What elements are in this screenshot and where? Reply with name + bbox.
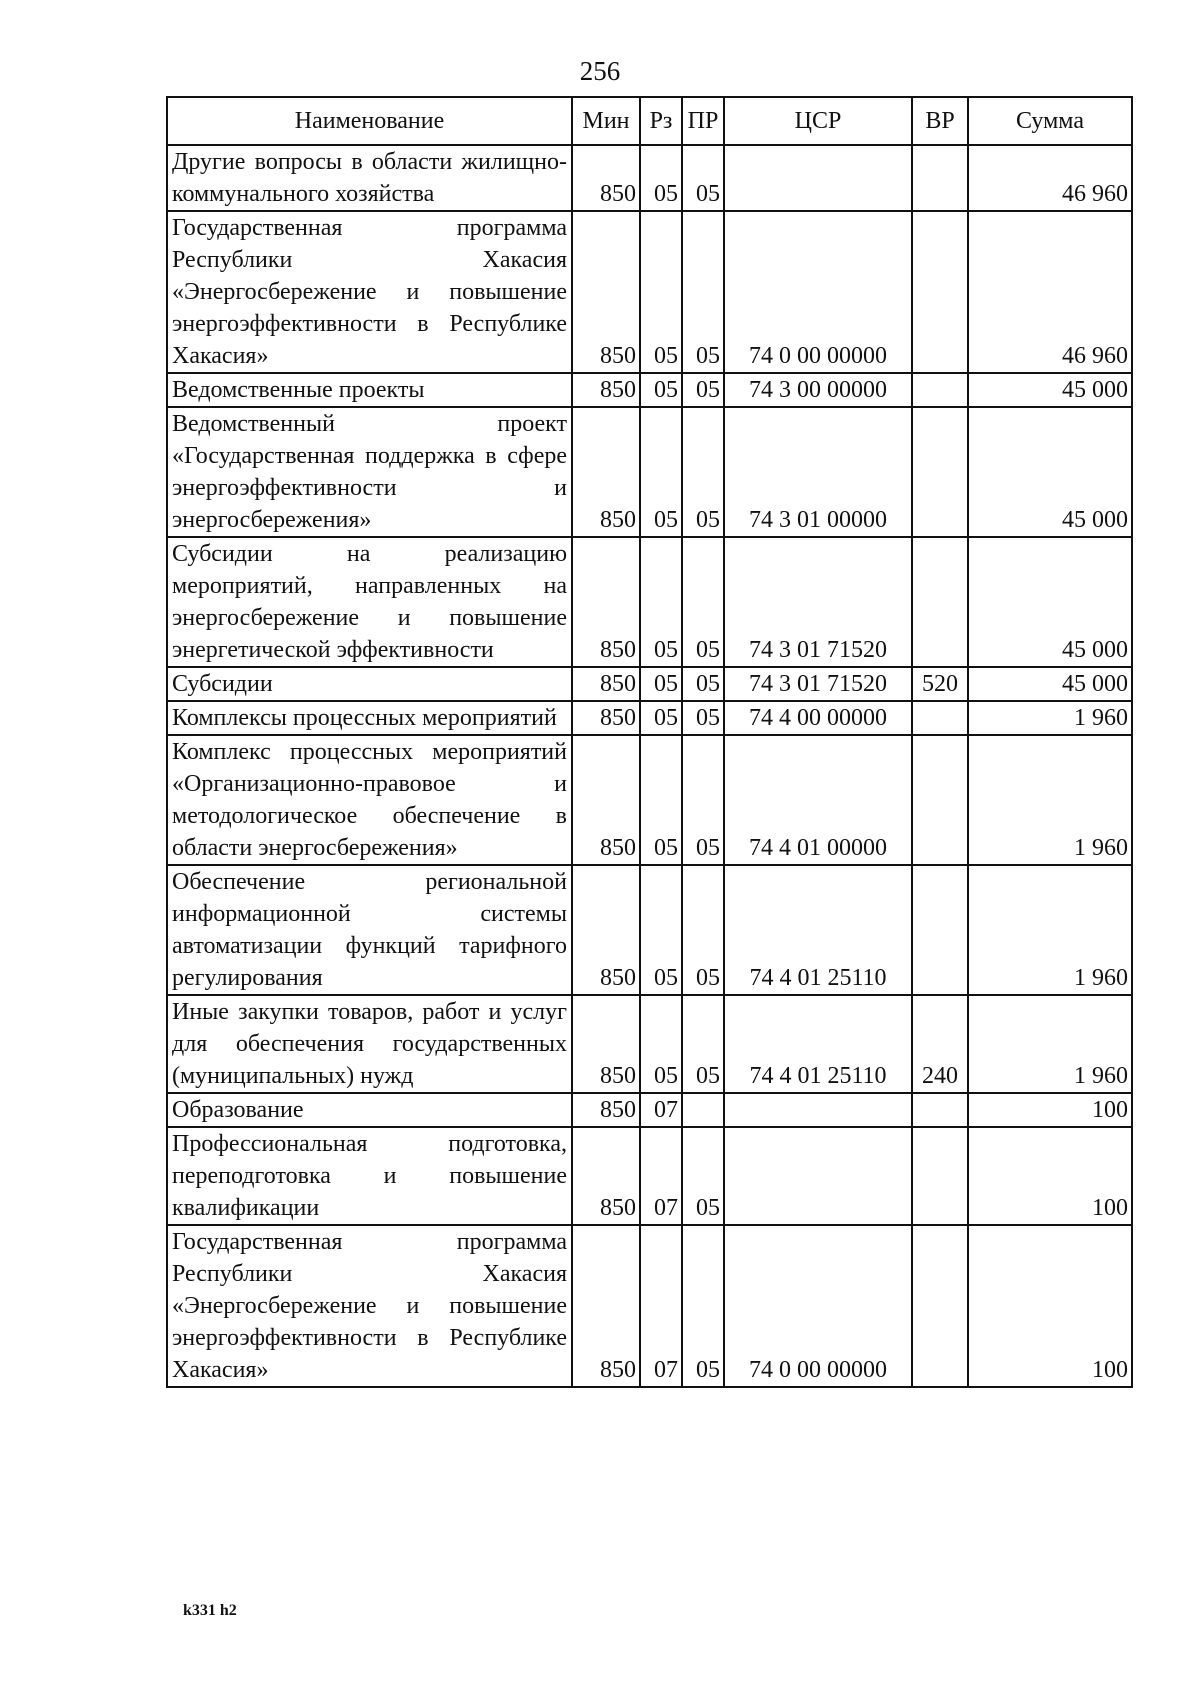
- table-row: [167, 1225, 1132, 1387]
- row-rz: 05: [640, 537, 682, 667]
- table-row: [167, 407, 1132, 537]
- row-min: 850: [572, 865, 640, 995]
- column-header-csr: ЦСР: [724, 97, 912, 145]
- column-header-pr: ПР: [682, 97, 724, 145]
- row-name: Обеспечение региональной информационной системы автоматизации функций тарифного регулирования: [167, 865, 572, 995]
- row-sum: 46 960: [968, 211, 1132, 373]
- row-rz: 05: [640, 701, 682, 735]
- table-row: [167, 211, 1132, 373]
- row-pr: 05: [682, 373, 724, 407]
- table-row: [167, 145, 1132, 211]
- table-row: [167, 1127, 1132, 1225]
- row-sum: 100: [968, 1093, 1132, 1127]
- row-name: Иные закупки товаров, работ и услуг для обеспечения государственных (муниципальных) нужд: [167, 995, 572, 1093]
- row-name: Субсидии на реализацию мероприятий, направленных на энергосбережение и повышение энергетической эффективности: [167, 537, 572, 667]
- row-vr: [912, 211, 968, 373]
- row-min: 850: [572, 1225, 640, 1387]
- row-sum: 100: [968, 1225, 1132, 1387]
- row-pr: [682, 1093, 724, 1127]
- row-vr: [912, 1225, 968, 1387]
- page-number: 256: [579, 56, 621, 86]
- row-name: Государственная программа Республики Хакасия «Энергосбережение и повышение энергоэффективности в Республике Хакасия»: [167, 211, 572, 373]
- row-pr: 05: [682, 537, 724, 667]
- table-row: [167, 701, 1132, 735]
- row-sum: 45 000: [968, 373, 1132, 407]
- row-min: 850: [572, 537, 640, 667]
- row-rz: 05: [640, 735, 682, 865]
- row-rz: 05: [640, 667, 682, 701]
- row-sum: 45 000: [968, 667, 1132, 701]
- row-pr: 05: [682, 667, 724, 701]
- row-vr: [912, 865, 968, 995]
- row-csr: [724, 1127, 912, 1225]
- table-header-row: [167, 97, 1132, 145]
- row-name: Государственная программа Республики Хакасия «Энергосбережение и повышение энергоэффективности в Республике Хакасия»: [167, 1225, 572, 1387]
- row-vr: [912, 407, 968, 537]
- row-name: Субсидии: [167, 667, 572, 701]
- row-name: Другие вопросы в области жилищно-коммунального хозяйства: [167, 145, 572, 211]
- row-sum: 45 000: [968, 407, 1132, 537]
- row-csr: 74 4 00 00000: [724, 701, 912, 735]
- row-rz: 05: [640, 145, 682, 211]
- row-csr: [724, 1093, 912, 1127]
- row-sum: 46 960: [968, 145, 1132, 211]
- row-sum: 45 000: [968, 537, 1132, 667]
- row-rz: 07: [640, 1225, 682, 1387]
- row-csr: 74 3 01 71520: [724, 537, 912, 667]
- row-vr: 240: [912, 995, 968, 1093]
- row-name: Ведомственный проект «Государственная поддержка в сфере энергоэффективности и энергосбережения»: [167, 407, 572, 537]
- row-sum: 1 960: [968, 735, 1132, 865]
- row-name: Комплексы процессных мероприятий: [167, 701, 572, 735]
- row-min: 850: [572, 373, 640, 407]
- row-rz: 05: [640, 995, 682, 1093]
- row-pr: 05: [682, 145, 724, 211]
- row-pr: 05: [682, 701, 724, 735]
- row-pr: 05: [682, 211, 724, 373]
- row-name: Комплекс процессных мероприятий «Организационно-правовое и методологическое обеспечение в области энергосбережения»: [167, 735, 572, 865]
- table-row: [167, 865, 1132, 995]
- table-row: [167, 537, 1132, 667]
- row-vr: 520: [912, 667, 968, 701]
- row-csr: 74 4 01 25110: [724, 865, 912, 995]
- row-csr: 74 3 01 00000: [724, 407, 912, 537]
- row-min: 850: [572, 407, 640, 537]
- row-name: Ведомственные проекты: [167, 373, 572, 407]
- row-csr: [724, 145, 912, 211]
- row-rz: 07: [640, 1093, 682, 1127]
- row-sum: 100: [968, 1127, 1132, 1225]
- row-vr: [912, 1093, 968, 1127]
- document-code: k331 h2: [183, 1602, 237, 1619]
- table-row: [167, 667, 1132, 701]
- row-name: Образование: [167, 1093, 572, 1127]
- row-pr: 05: [682, 1225, 724, 1387]
- row-name: Профессиональная подготовка, переподготовка и повышение квалификации: [167, 1127, 572, 1225]
- row-vr: [912, 701, 968, 735]
- row-min: 850: [572, 995, 640, 1093]
- row-pr: 05: [682, 735, 724, 865]
- row-csr: 74 3 01 71520: [724, 667, 912, 701]
- row-csr: 74 3 00 00000: [724, 373, 912, 407]
- row-vr: [912, 1127, 968, 1225]
- row-min: 850: [572, 211, 640, 373]
- row-min: 850: [572, 1093, 640, 1127]
- row-min: 850: [572, 667, 640, 701]
- row-vr: [912, 537, 968, 667]
- row-sum: 1 960: [968, 995, 1132, 1093]
- row-min: 850: [572, 145, 640, 211]
- budget-table: [166, 96, 1133, 1388]
- row-rz: 07: [640, 1127, 682, 1225]
- row-vr: [912, 735, 968, 865]
- row-pr: 05: [682, 865, 724, 995]
- table-row: [167, 373, 1132, 407]
- row-csr: 74 0 00 00000: [724, 1225, 912, 1387]
- column-header-min: Мин: [572, 97, 640, 145]
- row-min: 850: [572, 735, 640, 865]
- row-csr: 74 0 00 00000: [724, 211, 912, 373]
- column-header-vr: ВР: [912, 97, 968, 145]
- row-rz: 05: [640, 865, 682, 995]
- column-header-rz: Рз: [640, 97, 682, 145]
- row-min: 850: [572, 701, 640, 735]
- row-sum: 1 960: [968, 865, 1132, 995]
- row-min: 850: [572, 1127, 640, 1225]
- row-pr: 05: [682, 407, 724, 537]
- row-pr: 05: [682, 995, 724, 1093]
- table-row: [167, 735, 1132, 865]
- column-header-name: Наименование: [167, 97, 572, 145]
- row-csr: 74 4 01 25110: [724, 995, 912, 1093]
- table-row: [167, 1093, 1132, 1127]
- row-csr: 74 4 01 00000: [724, 735, 912, 865]
- row-rz: 05: [640, 373, 682, 407]
- row-vr: [912, 373, 968, 407]
- row-vr: [912, 145, 968, 211]
- row-pr: 05: [682, 1127, 724, 1225]
- row-rz: 05: [640, 211, 682, 373]
- row-sum: 1 960: [968, 701, 1132, 735]
- row-rz: 05: [640, 407, 682, 537]
- table-row: [167, 995, 1132, 1093]
- column-header-sum: Сумма: [968, 97, 1132, 145]
